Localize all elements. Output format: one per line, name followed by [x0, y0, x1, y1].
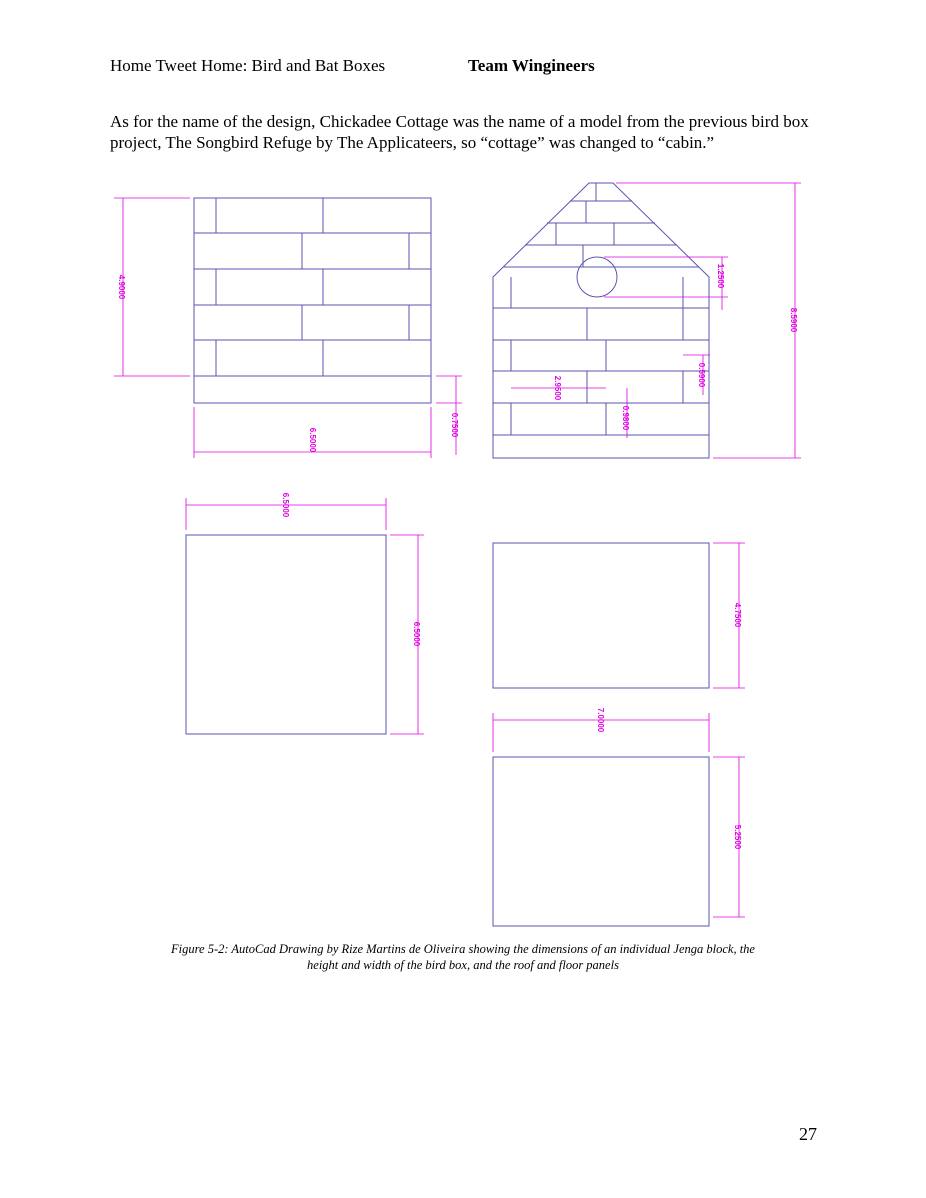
front-view	[114, 198, 462, 458]
floor-panel-width-dim: 7.0000	[596, 707, 605, 733]
roof-panel-height-dim: 4.7500	[733, 602, 742, 628]
entry-hole	[577, 257, 617, 297]
square-panel-width-dim: 6.5000	[281, 492, 290, 518]
square-panel	[186, 493, 424, 734]
floor-panel-height-dim: 5.2500	[733, 824, 742, 850]
header-right: Team Wingineers	[468, 56, 595, 75]
page-number: 27	[799, 1124, 817, 1144]
header-left: Home Tweet Home: Bird and Bat Boxes	[110, 56, 386, 75]
figure-caption: Figure 5-2: AutoCad Drawing by Rize Martins de Oliveira showing the dimensions of an individual Jenga block, the height and width of the bird box, and the roof and floor panels	[171, 942, 755, 972]
side-view	[493, 183, 801, 458]
floor-panel	[493, 708, 745, 926]
side-total-height-dim: 8.5900	[789, 307, 798, 333]
side-hole-dim: 1.2500	[716, 263, 725, 289]
body-paragraph: As for the name of the design, Chickadee Cottage was the name of a model from the previous bird box project, The Songbird Refuge by The Applicateers, so “cottage” was changed to “cabin.”	[110, 112, 809, 152]
side-offset-dim: 0.5900	[697, 362, 706, 388]
side-block-height-dim: 0.9800	[621, 405, 630, 431]
square-panel-height-dim: 6.5000	[412, 621, 421, 647]
front-width-dim: 6.5000	[308, 427, 317, 453]
front-height-dim: 4.9000	[117, 274, 126, 300]
side-block-length-dim: 2.9500	[553, 375, 562, 401]
roof-panel	[493, 543, 745, 688]
front-base-dim: 0.7500	[450, 412, 459, 438]
